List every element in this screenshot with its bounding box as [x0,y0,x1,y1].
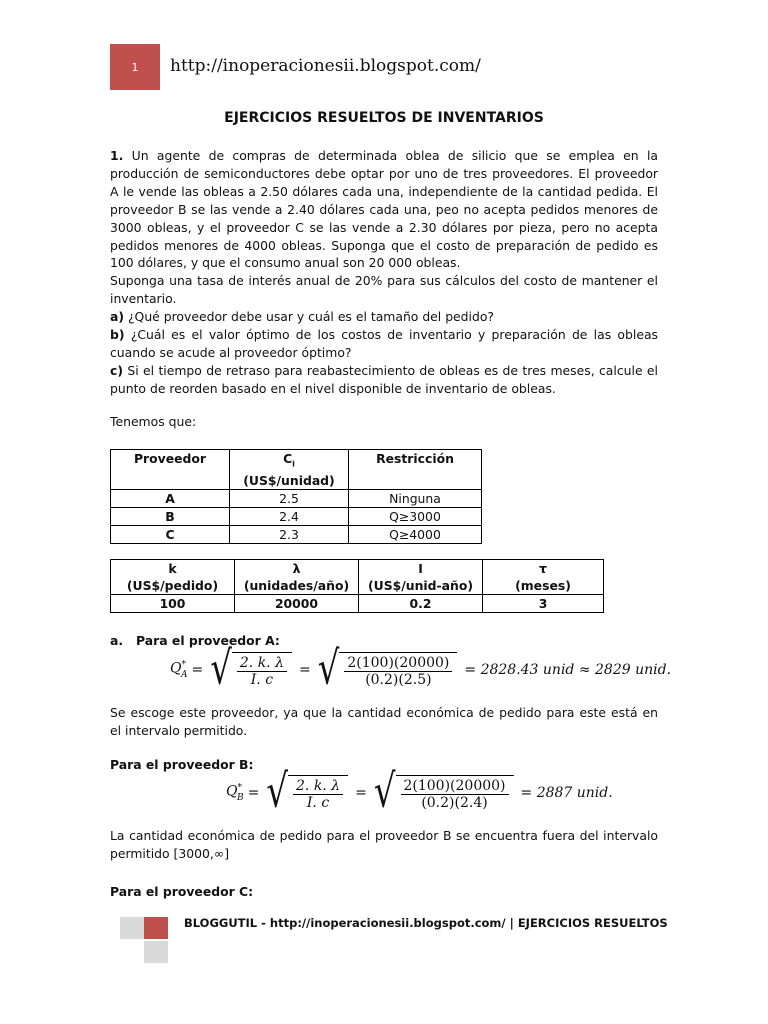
equation-b: $Q^*_B$ = √ $\frac{2. k. \lambda}{I. c}$ = √ $\frac{2(100)(20000)}{(0.2)(2.4)}$ = 2887 unid. [226,764,613,819]
section-c-heading: Para el proveedor C: [110,884,254,899]
header-proveedor: Proveedor [111,450,230,490]
question-a: a) ¿Qué proveedor debe usar y cuál es el tamaño del pedido? [110,309,495,325]
problem-number: 1. [110,148,124,163]
header-url[interactable]: http://inoperacionesii.blogspot.com/ [170,56,481,76]
statement-text: Un agente de compras de determinada oblea de silicio que se emplea en la producción de semiconductores debe optar por uno de tres proveedores. El proveedor A le vende las obleas a 2.50 dólares cada una, independiente de la cantidad pedida. El proveedor B se las vende a 2.40 dólares cada una, peo no acepta pedidos menores de 3000 obleas, y el proveedor C se las vende a 2.30 dólares por pieza, pero no acepta pedidos menores de 4000 obleas. Suponga que el costo de preparación de pedido es 100 dólares, y que el consumo anual son 20 000 obleas. [110,148,658,271]
section-b-heading: Para el proveedor B: [110,757,254,772]
problem-text [110,147,658,398]
question-b: b) ¿Cuál es el valor óptimo de los costos de inventario y preparación de las obleas cuando se acude al proveedor óptimo? [110,327,658,360]
section-a-heading: a. Para el proveedor A: [110,633,280,648]
assumption-text: Suponga una tasa de interés anual de 20% para sus cálculos del costo de mantener el inventario. [110,273,658,307]
header-lambda: λ (unidades/año) [235,560,359,595]
parameters-table [110,559,604,613]
header-k: k (US$/pedido) [111,560,235,595]
header-restriccion: Restricción [349,450,482,490]
problem-statement [110,147,658,272]
tenemos-que: Tenemos que: [110,414,197,429]
page-title: EJERCICIOS RESUELTOS DE INVENTARIOS [224,110,544,126]
question-c: c) Si el tiempo de retraso para reabastecimiento de obleas es de tres meses, calcule el punto de reorden basado en el nivel disponible de inventario de obleas. [110,362,658,396]
page-number: 1 [131,60,139,74]
header-tau: τ (meses) [483,560,604,595]
header-i: I (US$/unid-año) [359,560,483,595]
supplier-table [110,449,482,544]
table-row: A 2.5 Ninguna [111,490,482,508]
footer-text: BLOGGUTIL - http://inoperacionesii.blogspot.com/ | EJERCICIOS RESUELTOS [184,916,668,930]
text-a: Se escoge este proveedor, ya que la cantidad económica de pedido para este está en el intervalo permitido. [110,705,658,738]
equation-a: $Q^*_A$ = √ $\frac{2. k. \lambda}{I. c}$ = √ $\frac{2(100)(20000)}{(0.2)(2.5)}$ = 2828.43 unid ≈ 2829 unid. [170,641,672,696]
header-ci: $C_i$ (US$/unidad) [230,450,349,490]
table-row: B 2.4 Q≥3000 [111,508,482,526]
table-row: 100 20000 0.2 3 [111,595,604,613]
text-b: La cantidad económica de pedido para el proveedor B se encuentra fuera del intervalo permitido [3000,∞] [110,828,658,861]
table-row: C 2.3 Q≥4000 [111,526,482,544]
page-number-badge [110,44,160,90]
